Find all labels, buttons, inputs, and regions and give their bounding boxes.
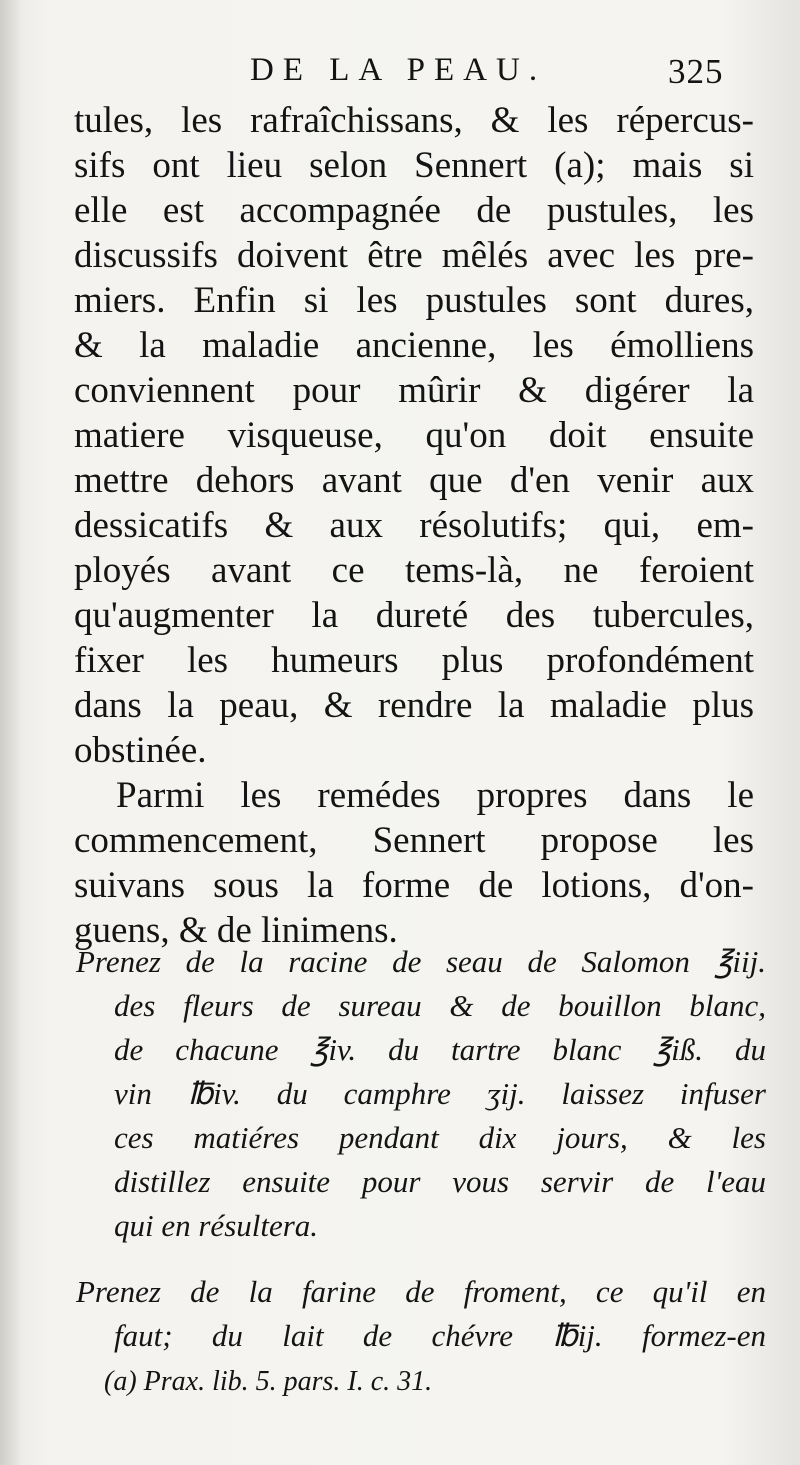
text-line: mettre dehors avant que d'en venir aux (74, 460, 754, 501)
footnote: (a) Prax. lib. 5. pars. I. c. 31. (104, 1366, 433, 1397)
text-line: guens, & de linimens. (74, 910, 398, 951)
recipe-line: des fleurs de sureau & de bouillon blanc, (114, 988, 766, 1023)
page-number: 325 (668, 52, 724, 91)
text-line: tules, les rafraîchissans, & les répercus- (74, 100, 754, 141)
text-line: obstinée. (74, 730, 207, 771)
recipe-line: Prenez de la racine de seau de Salomon ℥iij. (76, 944, 766, 979)
recipe-block (76, 940, 766, 1248)
text-line: & la maladie ancienne, les émolliens (74, 325, 754, 366)
recipe-line: vin ℔iv. du camphre ʒij. laissez infuser (114, 1076, 766, 1111)
text-line: dessicatifs & aux résolutifs; qui, em- (74, 505, 754, 546)
text-line: commencement, Sennert propose les (74, 820, 754, 861)
text-line: discussifs doivent être mêlés avec les pre- (74, 235, 754, 276)
text-line: sifs ont lieu selon Sennert (a); mais si (74, 145, 754, 186)
recipe-line: ces matiéres pendant dix jours, & les (114, 1120, 766, 1155)
recipe-line: distillez ensuite pour vous servir de l'eau (114, 1164, 766, 1199)
recipe-line: faut; du lait de chévre ℔ij. formez-en (114, 1318, 766, 1353)
gutter-shadow (0, 0, 22, 1465)
body-text (74, 98, 754, 953)
running-title: DE LA PEAU. (250, 52, 547, 88)
text-line: miers. Enfin si les pustules sont dures, (74, 280, 754, 321)
text-line: matiere visqueuse, qu'on doit ensuite (74, 415, 754, 456)
text-line: dans la peau, & rendre la maladie plus (74, 685, 754, 726)
recipe-line: qui en résultera. (114, 1208, 319, 1243)
text-line: elle est accompagnée de pustules, les (74, 190, 754, 231)
recipe-line: de chacune ℥iv. du tartre blanc ℥iß. du (114, 1032, 766, 1067)
text-line: suivans sous la forme de lotions, d'on- (74, 865, 754, 906)
text-line: fixer les humeurs plus profondément (74, 640, 754, 681)
recipe-line: Prenez de la farine de froment, ce qu'il en (76, 1274, 766, 1309)
text-line: qu'augmenter la dureté des tubercules, (74, 595, 754, 636)
text-line: ployés avant ce tems-là, ne feroient (74, 550, 754, 591)
text-line: conviennent pour mûrir & digérer la (74, 370, 754, 411)
recipe-block (76, 1270, 766, 1358)
paragraph-start-line: Parmi les remédes propres dans le (116, 775, 754, 816)
